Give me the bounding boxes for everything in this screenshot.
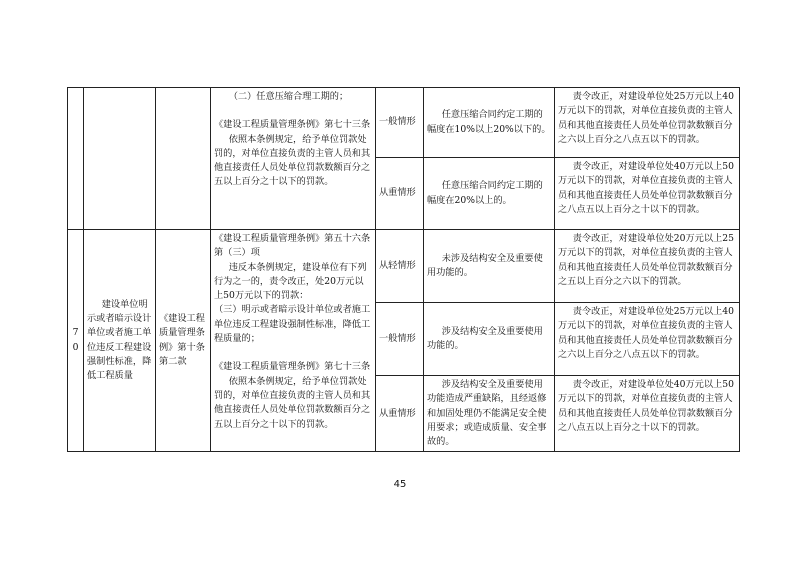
level-cell: 一般情形 [376, 88, 424, 158]
row-number: 70 [68, 230, 84, 452]
penalty-standard-cell: 责令改正，对建设单位处40万元以上50万元以下的罚款，对单位直接负责的主管人员和其他直接责任人员处单位罚款数额百分之八点五以上百分之十以下的罚款。 [555, 158, 740, 230]
item-cell-empty [84, 88, 156, 230]
number-cell-empty [68, 88, 84, 230]
basis-clause: （二）任意压缩合理工期的； [228, 91, 349, 102]
facts-cell: 涉及结构安全及重要使用功能的。 [424, 303, 555, 376]
penalty-basis-cell [211, 88, 376, 230]
penalty-standard-cell: 责令改正，对建设单位处25万元以上40万元以下的罚款，对单位直接负责的主管人员和其他直接责任人员处单位罚款数额百分之六以上百分之八点五以下的罚款。 [555, 88, 740, 158]
level-cell: 从重情形 [376, 376, 424, 452]
facts-cell: 未涉及结构安全及重要使用功能的。 [424, 230, 555, 303]
violation-basis-cell: 《建设工程质量管理条例》第十条第二款 [156, 230, 211, 452]
penalty-reference: 《建设工程质量管理条例》第七十三条 [214, 361, 371, 373]
penalty-text: 依照本条例规定，给予单位罚款处罚的，对单位直接负责的主管人员和其他直接责任人员处单位罚款数额百分之五以上百分之十以下的罚款。 [214, 133, 371, 188]
penalty-basis-cell [211, 230, 376, 452]
facts-cell: 任意压缩合同约定工期的幅度在20%以上的。 [424, 158, 555, 230]
basis-item: （三）明示或者暗示设计单位或者施工单位违反工程建设强制性标准，降低工程质量的； [214, 304, 371, 345]
level-cell: 从轻情形 [376, 230, 424, 303]
basis-cell-empty [156, 88, 211, 230]
level-cell: 从重情形 [376, 158, 424, 230]
penalty-standard-cell: 责令改正，对建设单位处25万元以上40万元以下的罚款，对单位直接负责的主管人员和其他直接责任人员处单位罚款数额百分之六以上百分之八点五以下的罚款。 [555, 303, 740, 376]
table-row [68, 88, 740, 158]
penalty-standard-cell: 责令改正，对建设单位处20万元以上25万元以下的罚款，对单位直接负责的主管人员和其他直接责任人员处单位罚款数额百分之五以上百分之六以下的罚款。 [555, 230, 740, 303]
penalty-reference: 《建设工程质量管理条例》第七十三条 [214, 119, 371, 131]
penalty-text: 依照本条例规定，给予单位罚款处罚的，对单位直接负责的主管人员和其他直接责任人员处单位罚款数额百分之五以上百分之十以下的罚款。 [214, 375, 371, 430]
table-row [68, 230, 740, 303]
basis-reference: 《建设工程质量管理条例》第五十六条第（三）项 [214, 233, 371, 259]
penalty-standard-cell: 责令改正，对建设单位处40万元以上50万元以下的罚款，对单位直接负责的主管人员和其他直接责任人员处单位罚款数额百分之八点五以上百分之十以下的罚款。 [555, 376, 740, 452]
page-number: 45 [393, 479, 407, 490]
facts-cell: 涉及结构安全及重要使用功能造成严重缺陷，且经返修和加固处理仍不能满足安全使用要求；或造成质量、安全事故的。 [424, 376, 555, 452]
facts-cell: 任意压缩合同约定工期的幅度在10%以上20%以下的。 [424, 88, 555, 158]
level-cell: 一般情形 [376, 303, 424, 376]
violation-item-cell: 建设单位明示或者暗示设计单位或者施工单位违反工程建设强制性标准，降低工程质量 [84, 230, 156, 452]
penalty-discretion-table [67, 87, 740, 452]
basis-text: 违反本条例规定，建设单位有下列行为之一的，责令改正，处20万元以上50万元以下的罚款： [214, 261, 367, 302]
